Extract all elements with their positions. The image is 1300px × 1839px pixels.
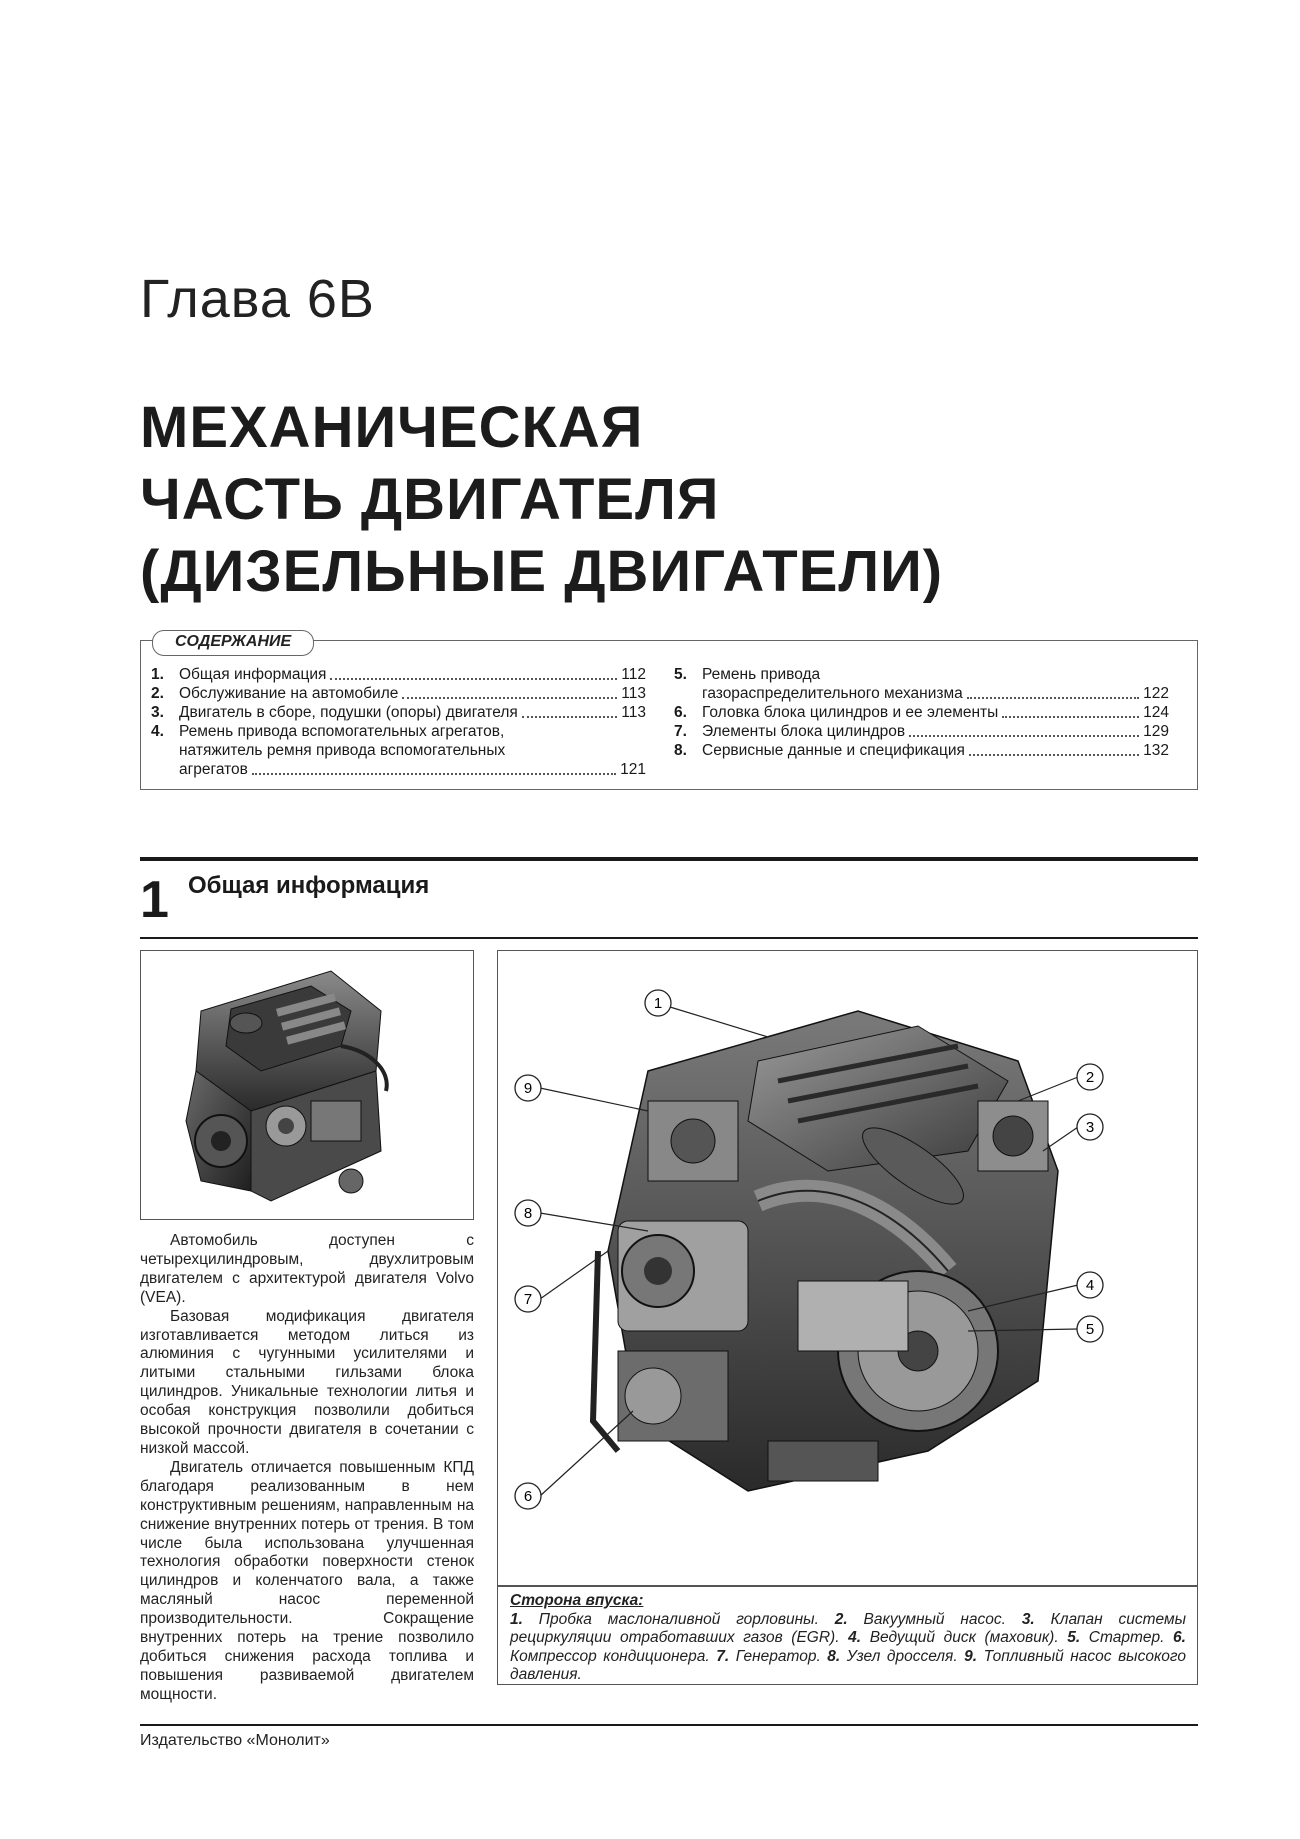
- toc-item-title: Сервисные данные и спецификация: [702, 742, 965, 759]
- svg-text:7: 7: [523, 1291, 533, 1308]
- caption-items: [510, 1611, 1186, 1684]
- svg-text:3: 3: [1085, 1119, 1095, 1136]
- caption-item-text: Клапан системы рециркуляции отработавших газов (EGR).: [510, 1610, 1186, 1646]
- engine-drawing: [593, 1011, 1058, 1491]
- toc-item: [151, 665, 646, 684]
- toc-item-title: Общая информация: [179, 666, 327, 683]
- toc-item-number: 3.: [151, 704, 164, 721]
- caption-title: Сторона впуска:: [510, 1592, 644, 1609]
- callout-7: [515, 1286, 541, 1312]
- toc-item-body: [702, 665, 1169, 703]
- caption-item-number: 3.: [1021, 1610, 1035, 1628]
- toc-item-page: 129: [1143, 723, 1169, 740]
- svg-text:9: 9: [523, 1080, 533, 1097]
- toc-item-body: [179, 665, 646, 684]
- svg-text:4: 4: [1085, 1277, 1095, 1294]
- footer-rule: [140, 1724, 1198, 1726]
- caption-item-text: Компрессор кондиционера.: [510, 1647, 710, 1665]
- toc-item-title: газораспределительного механизма: [702, 685, 963, 702]
- toc-item-page: 122: [1143, 685, 1169, 702]
- body-paragraph: Двигатель отличается повышенным КПД благодаря реализованным в нем конструктивным решениям, направленным на снижение внутренних потерь от трения. В том числе была использована улучшенная технология обработки поверхности стенок цилиндров и коленчатого вала, а также масляный насос переменной производительности. Сокращение внутренних потерь на трение позволило добиться снижения расхода топлива и повышения развиваемой двигателем мощности.: [140, 1458, 474, 1703]
- toc-leader-dots: [969, 754, 1139, 756]
- toc-item-body: [179, 684, 646, 703]
- toc-item-page: 113: [621, 685, 646, 702]
- toc-leader-dots: [1002, 716, 1139, 718]
- toc-item: [151, 703, 646, 722]
- toc-item-number: 6.: [674, 704, 687, 721]
- callout-6: [515, 1483, 541, 1509]
- toc-column-left: [151, 665, 646, 779]
- callout-4: [1077, 1272, 1103, 1298]
- callout-9: [515, 1075, 541, 1101]
- toc-item-number: 7.: [674, 723, 687, 740]
- engine-figure: [498, 951, 1196, 1585]
- caption-item-number: 9.: [964, 1647, 978, 1665]
- toc-item-number: 4.: [151, 723, 164, 740]
- caption-item-text: Топливный насос высокого давления.: [510, 1647, 1186, 1683]
- callout-5: [1077, 1316, 1103, 1342]
- chapter-title-line: МЕХАНИЧЕСКАЯ: [140, 395, 644, 460]
- toc-item-number: 5.: [674, 666, 687, 683]
- caption-item-number: 8.: [827, 1647, 841, 1665]
- callout-8: [515, 1200, 541, 1226]
- publisher: Издательство «Монолит»: [140, 1732, 330, 1749]
- toc-item-lastline: [179, 703, 646, 722]
- section-number: 1: [140, 871, 169, 929]
- caption-item-text: Пробка маслоналивной горловины.: [538, 1610, 819, 1628]
- body-paragraph: Базовая модификация двигателя изготавливается методом литься из алюминия с чугунными усилителями и литыми стальными гильзами блока цилиндров. Уникальные технологии литья и особая конструкция позволили добиться высокой прочности двигателя в сочетании с низкой массой.: [140, 1307, 474, 1457]
- section-rule-bottom: [140, 937, 1198, 939]
- caption-item-text: Узел дросселя.: [846, 1647, 958, 1665]
- figure-divider: [497, 1585, 1198, 1587]
- toc-item-page: 124: [1143, 704, 1169, 721]
- caption-item-number: 5.: [1067, 1629, 1081, 1646]
- figure-caption: [510, 1592, 1186, 1685]
- caption-item-number: 2.: [834, 1610, 848, 1628]
- toc-item-title: Элементы блока цилиндров: [702, 723, 906, 740]
- toc-item-title: Двигатель в сборе, подушки (опоры) двигателя: [179, 704, 518, 721]
- engine-photo: [140, 950, 474, 1220]
- toc-column-right: [674, 665, 1169, 760]
- caption-item-text: Ведущий диск (маховик).: [869, 1629, 1059, 1646]
- section-rule-top: [140, 857, 1198, 861]
- toc-item-lastline: [179, 684, 646, 703]
- caption-item-number: 7.: [716, 1647, 730, 1665]
- caption-item-text: Стартер.: [1088, 1629, 1165, 1646]
- toc-item-body: [179, 703, 646, 722]
- chapter-title: [140, 392, 1240, 608]
- toc-item-body: [702, 703, 1169, 722]
- toc-item-page: 132: [1143, 742, 1169, 759]
- toc-item-number: 8.: [674, 742, 687, 759]
- toc-item-lastline: [702, 741, 1169, 760]
- chapter-title-line: ЧАСТЬ ДВИГАТЕЛЯ: [140, 467, 720, 532]
- toc-item-body: [702, 741, 1169, 760]
- toc-item-title: агрегатов: [179, 761, 248, 778]
- toc-item-line: Ремень привода вспомогательных агрегатов,: [179, 723, 505, 740]
- toc-item-lastline: [179, 665, 646, 684]
- toc-item-lastline: [702, 722, 1169, 741]
- callout-2: [1077, 1064, 1103, 1090]
- toc-leader-dots: [252, 773, 616, 775]
- callout-1: [645, 990, 671, 1016]
- toc-item: [674, 741, 1169, 760]
- toc-item-lastline: [702, 703, 1169, 722]
- toc-item-page: 121: [620, 761, 646, 778]
- toc-item-line: натяжитель ремня привода вспомогательных: [179, 742, 506, 759]
- toc-item: [674, 722, 1169, 741]
- body-text: [140, 1232, 474, 1705]
- engine-cover-illustration: [141, 951, 472, 1218]
- toc-item-number: 1.: [151, 666, 164, 683]
- toc-item-line: Ремень привода: [702, 666, 821, 683]
- section-title: Общая информация: [188, 872, 430, 899]
- svg-text:2: 2: [1085, 1069, 1095, 1086]
- callout-3: [1077, 1114, 1103, 1140]
- chapter-title-line: (ДИЗЕЛЬНЫЕ ДВИГАТЕЛИ): [140, 539, 944, 604]
- toc-heading: СОДЕРЖАНИЕ: [152, 630, 314, 656]
- toc-leader-dots: [402, 697, 617, 699]
- toc-box: [140, 640, 1198, 790]
- toc-item: [151, 722, 646, 779]
- toc-item: [674, 703, 1169, 722]
- caption-item-text: Генератор.: [735, 1647, 821, 1665]
- caption-item-text: Вакуумный насос.: [863, 1610, 1006, 1628]
- body-paragraph: Автомобиль доступен с четырехцилиндровым, двухлитровым двигателем с архитектурой двигателя Volvo (VEA).: [140, 1232, 474, 1306]
- toc-item-title: Головка блока цилиндров и ее элементы: [702, 704, 999, 721]
- toc-item-page: 112: [621, 666, 646, 683]
- toc-item-body: [179, 722, 646, 779]
- caption-item-number: 1.: [510, 1610, 523, 1628]
- toc-item: [151, 684, 646, 703]
- caption-item-number: 4.: [848, 1629, 862, 1646]
- toc-item-lastline: [702, 684, 1169, 703]
- toc-leader-dots: [330, 678, 617, 680]
- toc-item-title: Обслуживание на автомобиле: [179, 685, 399, 702]
- toc-item: [674, 665, 1169, 703]
- svg-text:8: 8: [523, 1205, 533, 1222]
- svg-text:1: 1: [653, 995, 663, 1012]
- toc-item-lastline: [179, 760, 646, 779]
- engine-figure-box: [497, 950, 1198, 1685]
- toc-leader-dots: [909, 735, 1139, 737]
- toc-item-body: [702, 722, 1169, 741]
- svg-text:6: 6: [523, 1488, 533, 1505]
- toc-item-number: 2.: [151, 685, 164, 702]
- chapter-label: Глава 6В: [140, 269, 375, 329]
- toc-item-page: 113: [621, 704, 646, 721]
- svg-text:5: 5: [1085, 1321, 1095, 1338]
- toc-leader-dots: [522, 716, 618, 718]
- toc-leader-dots: [967, 697, 1139, 699]
- caption-item-number: 6.: [1173, 1629, 1186, 1646]
